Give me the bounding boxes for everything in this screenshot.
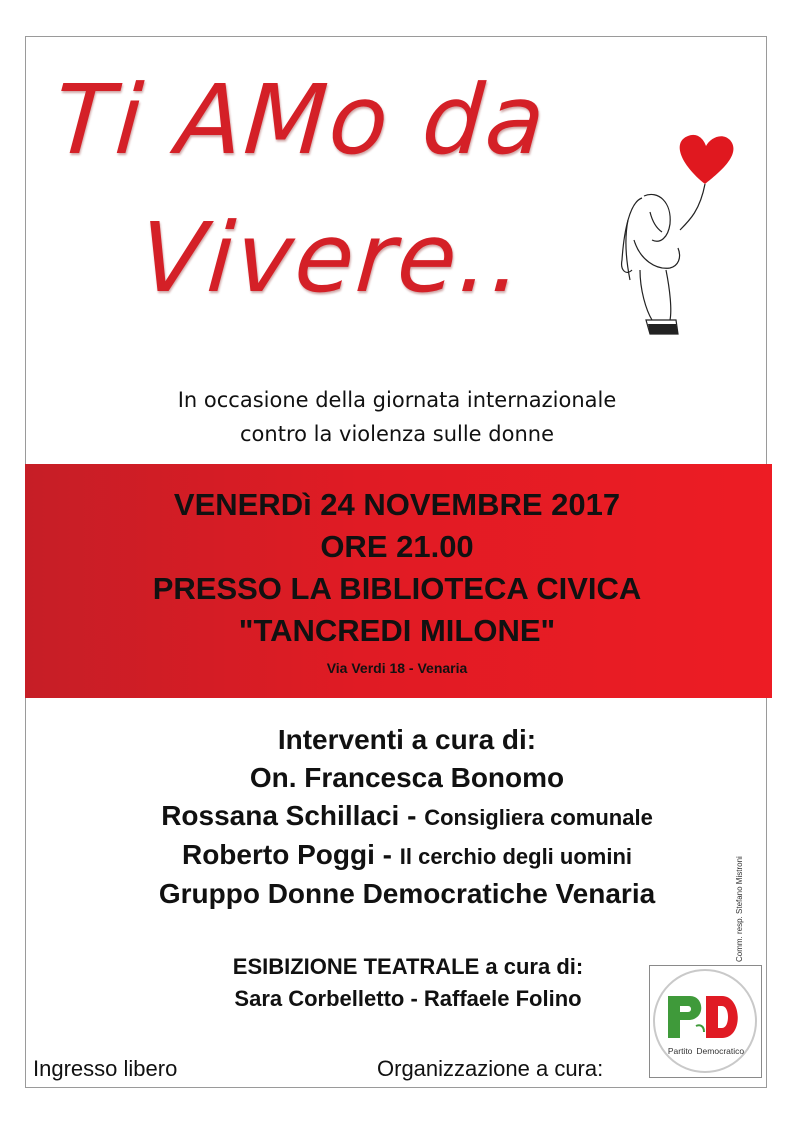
organizer-note: Organizzazione a cura: (377, 1056, 604, 1081)
pd-logo-icon (650, 966, 761, 1077)
pd-party-logo (649, 965, 762, 1078)
subtitle-line-1: In occasione della giornata internazionale (177, 388, 617, 412)
responsibility-credit: Comm. resp. Stefano Mistroni (735, 856, 744, 962)
speaker-line (0, 839, 794, 871)
speaker-line (0, 878, 794, 910)
speakers-heading: Interventi a cura di: (277, 724, 537, 755)
speaker-name: Roberto Poggi - (181, 839, 400, 870)
speaker-role: Il cerchio degli uomini (399, 844, 633, 869)
girl-with-heart-balloon-illustration (600, 120, 750, 350)
title-line-1: Ti AMo da (51, 64, 551, 176)
title-line-2: Vivere.. (136, 202, 528, 314)
event-address: Via Verdi 18 - Venaria (326, 660, 468, 676)
speaker-role: Consigliera comunale (424, 805, 653, 830)
speaker-name: Gruppo Donne Democratiche Venaria (158, 878, 656, 909)
speaker-name: On. Francesca Bonomo (249, 762, 565, 793)
logo-caption-left: Partito (667, 1046, 693, 1056)
exhibition-rest: a cura di: (479, 954, 584, 979)
speaker-line (0, 762, 794, 794)
logo-caption-right: Democratico (696, 1046, 745, 1056)
event-date: VENERDì 24 NOVEMBRE 2017 (173, 487, 621, 522)
speaker-name: Rossana Schillaci - (161, 800, 425, 831)
subtitle-line-2: contro la violenza sulle donne (240, 422, 554, 446)
event-venue-name: "TANCREDI MILONE" (238, 613, 556, 648)
speaker-line (0, 800, 794, 832)
heart-balloon-icon (680, 135, 734, 184)
exhibition-performers: Sara Corbelletto - Raffaele Folino (234, 986, 582, 1011)
svg-text:PartitoDemocratico (668, 1046, 745, 1056)
event-venue: PRESSO LA BIBLIOTECA CIVICA (152, 571, 642, 606)
event-time: ORE 21.00 (320, 529, 474, 564)
exhibition-label: ESIBIZIONE TEATRALE (232, 954, 480, 979)
free-entry-note: Ingresso libero (33, 1056, 178, 1081)
